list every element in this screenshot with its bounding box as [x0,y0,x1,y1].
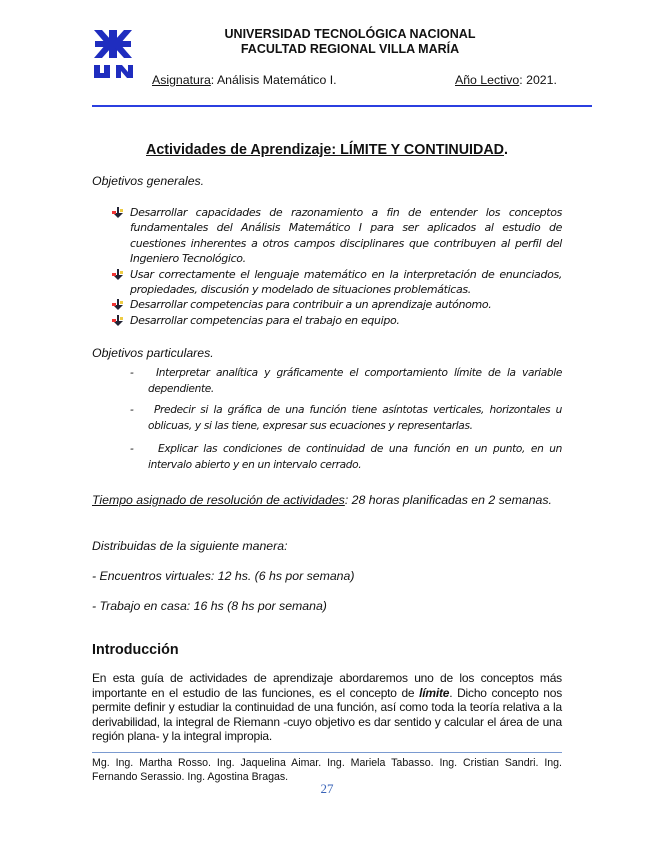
dash-bullet: - [130,404,134,416]
arrow-bullet-icon [112,299,124,311]
item-text: Interpretar analítica y gráficamente el comportamiento límite de la variable dependiente. [148,367,562,395]
title-suffix: . [504,142,508,158]
item-text: Predecir si la gráfica de una función tiene asíntotas verticales, horizontales u oblicuas, y si las tiene, expresar sus ecuaciones y representarlas. [148,404,562,432]
item-text: Usar correctamente el lenguaje matemático en la interpretación de enunciados, propiedades, discusión y modelado de situaciones problemáticas. [130,267,562,297]
intro-paragraph [92,671,562,744]
intro-text: . Dicho concepto nos permite definir y estudiar la continuidad de una función, así como toda la teoría relativa a la derivabilidad, la integral de Riemann -cuyo objetivo es dar sentido y calcular el área de una región plana- y la integral impropia. [92,685,562,744]
academic-year [455,73,557,87]
utn-logo [92,28,134,78]
list-item [112,205,562,267]
list-item [130,442,562,473]
title-text: Actividades de Aprendizaje: LÍMITE Y CONTINUIDAD [146,142,505,158]
subject [152,73,337,87]
item-text: Explicar las condiciones de continuidad de una función en un punto, en un intervalo abierto y en un intervalo cerrado. [148,443,562,471]
list-item [112,297,562,312]
intro-text: En esta guía de actividades de aprendizaje abordaremos uno de los conceptos más importante en el estudio de las funciones, es el concepto de [92,671,562,700]
page-number: 27 [320,781,334,796]
list-item [112,267,562,298]
list-item [112,313,562,328]
page-title [92,142,562,158]
time-assigned [92,493,562,509]
list-item [130,366,562,397]
item-text: Desarrollar capacidades de razonamiento a fin de entender los conceptos fundamentales del Análisis Matemático I para ser aplicados al estudio de cuestiones inherentes a otros campos disciplinares que contribuyen al perfil del Ingeniero Tecnológico. [130,206,562,266]
university-name: UNIVERSIDAD TECNOLÓGICA NACIONAL [224,27,476,41]
particular-objectives-list [130,366,562,473]
footer-authors: Mg. Ing. Martha Rosso. Ing. Jaquelina Aimar. Ing. Mariela Tabasso. Ing. Cristian Sandri. Ing. Fernando Serassio. Ing. Agostina Bragas. [92,757,562,783]
header-rule [92,105,592,107]
year-value: : 2021. [519,73,557,87]
list-item [130,403,562,434]
general-objectives-list [112,205,562,328]
distribution-heading: Distribuidas de la siguiente manera: [92,539,288,553]
year-label: Año Lectivo [455,73,520,87]
time-label: Tiempo asignado de resolución de actividades [92,493,345,507]
virtual-hours: - Encuentros virtuales: 12 hs. (6 hs por semana) [92,569,355,583]
particular-objectives-heading: Objetivos particulares. [92,346,214,360]
arrow-bullet-icon [112,207,124,219]
dash-bullet: - [130,367,134,379]
item-text: Desarrollar competencias para el trabajo en equipo. [130,313,400,327]
time-value: : 28 horas planificadas en 2 semanas. [344,493,552,507]
subject-label: Asignatura [152,73,211,87]
home-hours: - Trabajo en casa: 16 hs (8 hs por semana) [92,599,327,613]
intro-emphasis: límite [419,685,450,700]
arrow-bullet-icon [112,269,124,281]
faculty-name: FACULTAD REGIONAL VILLA MARÍA [240,42,460,56]
intro-heading: Introducción [92,642,179,658]
dash-bullet: - [130,443,134,455]
general-objectives-heading: Objetivos generales. [92,174,205,188]
subject-value: : Análisis Matemático I. [210,73,337,87]
footer-rule [92,752,562,753]
arrow-bullet-icon [112,315,124,327]
item-text: Desarrollar competencias para contribuir a un aprendizaje autónomo. [130,298,492,312]
